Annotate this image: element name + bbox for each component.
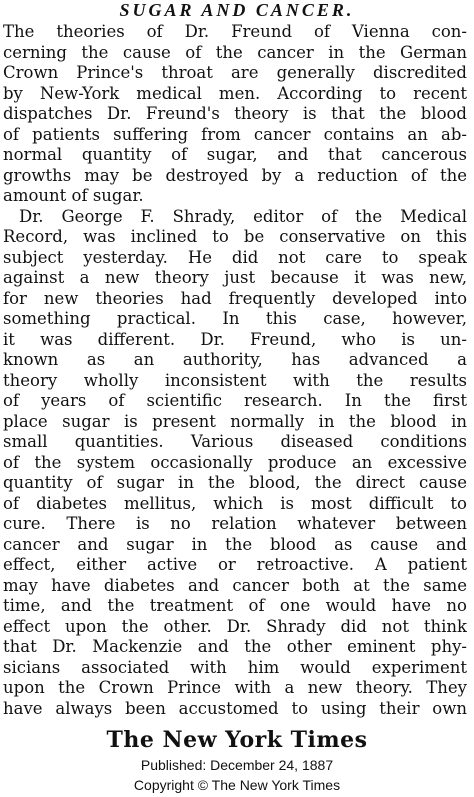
article-line: cerning the cause of the cancer in the German [3,42,467,62]
article-line: place sugar is present normally in the blood in [3,411,467,431]
article-line: that Dr. Mackenzie and the other eminent phy- [3,637,467,656]
article-line: effect upon the other. Dr. Shrady did not think [3,616,467,636]
article-line: cancer and sugar in the blood as cause and [3,534,467,554]
article-line: growths may be destroyed by a reduction of the [3,165,467,185]
article-line: against a new theory just because it was new, [3,268,467,287]
article-line: of years of scientific research. In the first [3,391,467,410]
article-line [3,719,467,720]
article-line: for new theories had frequently developed into [3,288,467,308]
article-line: amount of sugar. [3,186,144,205]
article-line: cure. There is no relation whatever between [3,514,467,533]
article-body [3,22,467,720]
article-line: sicians associated with him would experiment [3,657,467,677]
published-date: Published: December 24, 1887 [140,757,334,773]
article-line: known as an authority, has advanced a [3,350,467,369]
article-line: upon the Crown Prince with a new theory. They [3,678,467,697]
nyt-masthead-logo: The New York Times [106,727,368,753]
article-line: by New-York medical men. According to recent [3,83,467,103]
article-line: theory wholly inconsistent with the results [3,370,467,390]
article-line: of the system occasionally produce an excessive [3,452,467,472]
headline: SUGAR AND CANCER. [119,0,355,20]
article-line: of patients suffering from cancer contains an ab- [3,124,467,144]
article-line: may have diabetes and cancer both at the same [3,575,467,595]
article-line: Dr. George F. Shrady, editor of the Medical [19,206,467,226]
article-line: it was different. Dr. Freund, who is un- [3,329,467,349]
article-line: small quantities. Various diseased conditions [3,432,467,451]
article-line: something practical. In this case, however, [3,309,467,328]
article-line: time, and the treatment of one would have no [3,596,467,615]
article-line: quantity of sugar in the blood, the direct cause [3,473,467,492]
article-line: Record, was inclined to be conservative on this [3,227,467,246]
article-line: The theories of Dr. Freund of Vienna con- [3,22,467,41]
article-line: subject yesterday. He did not care to speak [3,247,467,267]
article-line: effect, either active or retroactive. A patient [3,555,467,574]
article-line: have always been accustomed to using their own [3,698,467,718]
article-line: of diabetes mellitus, which is most difficult to [3,493,467,513]
article-line: Crown Prince's throat are generally discredited [3,63,467,82]
copyright-notice: Copyright © The New York Times [133,777,341,793]
article-line: normal quantity of sugar, and that cancerous [3,145,467,164]
article-line: dispatches Dr. Freund's theory is that the blood [3,104,467,123]
